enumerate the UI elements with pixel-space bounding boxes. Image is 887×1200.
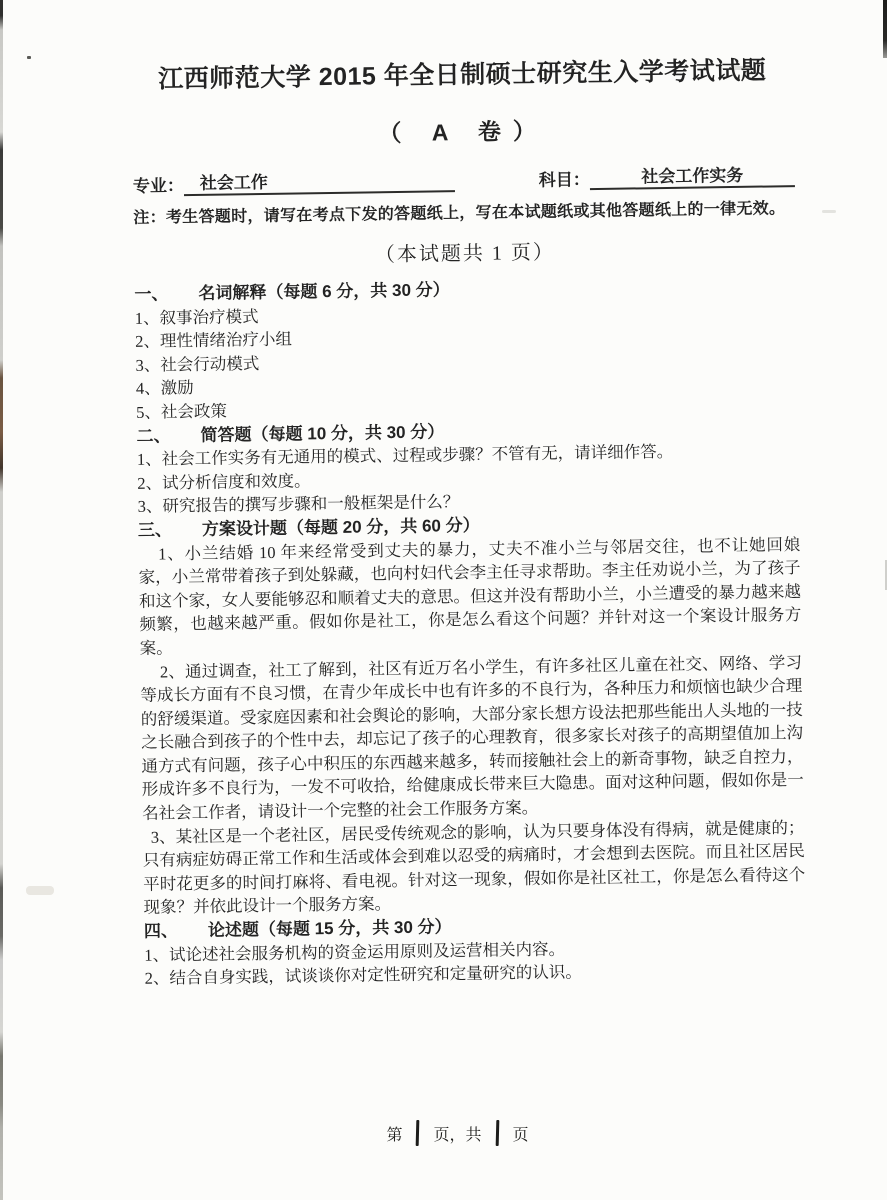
section-number: 二、	[136, 425, 171, 446]
question-item: 1、叙事治疗模式	[134, 306, 259, 328]
question-paragraph: 1、小兰结婚 10 年来经常受到丈夫的暴力，丈夫不准小兰与邻居交往，也不让她回娘家，小兰常带着孩子到处躲藏，也向村妇代会李主任寻求帮助。李主任劝说小兰，为了孩子和这个家，女人要能够忍和顺着丈夫的意思。但这并没有帮助小兰，小兰遭受的暴力越来越频繁，也越来越严重。假如你是社工，你是怎么看这个问题？并针对这一个案设计服务方案。	[138, 534, 802, 658]
section-short-answer	[136, 415, 799, 519]
scan-speck	[27, 56, 31, 59]
question-item: 3、社会行动模式	[135, 353, 260, 375]
section-program-design	[138, 509, 806, 920]
question-item: 1、试论述社会服务机构的资金运用原则及运营相关内容。	[144, 939, 566, 965]
question-item: 3、研究报告的撰写步骤和一般框架是什么？	[137, 492, 460, 517]
subject-field	[539, 162, 795, 191]
paper-version-label: （ A 卷）	[378, 117, 549, 147]
question-item: 5、社会政策	[136, 401, 228, 422]
page-title: 江西师范大学 2015 年全日制硕士研究生入学考试试题	[158, 56, 767, 94]
footer-middle: 页，共	[433, 1126, 482, 1144]
subject-label: 科目：	[538, 170, 590, 190]
subject-value: 社会工作实务	[590, 165, 795, 190]
section-number: 三、	[137, 520, 173, 540]
exam-instruction-note: 注：考生答题时，请写在考点下发的答题纸上，写在本试题纸或其他答题纸上的一律无效。	[133, 200, 786, 227]
question-sections	[134, 273, 806, 991]
major-label: 专业：	[132, 176, 185, 196]
scan-artifact-left-edge	[0, 0, 3, 1200]
question-item: 2、结合自身实践，试谈谈你对定性研究和定量研究的认识。	[144, 962, 582, 989]
page-footer	[14, 1120, 887, 1146]
section-title: 论述题（每题 15 分，共 30 分）	[207, 917, 452, 940]
question-paragraph: 3、某社区是一个老社区，居民受传统观念的影响，认为只要身体没有得病，就是健康的；只有病症妨碍正常工作和生活或体会到难以忍受的病痛时，才会想到去医院。而且社区居民平时花更多的时间打麻将、看电视。针对这一现象，假如你是社区社工，你是怎么看待这个现象？并依此设计一个服务方案。	[142, 817, 806, 918]
section-title: 简答题（每题 10 分，共 30 分）	[200, 421, 445, 445]
major-value: 社会工作	[184, 170, 455, 196]
scan-smudge	[822, 210, 836, 213]
scan-smudge	[26, 886, 54, 895]
major-field	[133, 167, 455, 197]
meta-row	[133, 162, 795, 197]
question-paragraph: 2、通过调查，社工了解到，社区有近万名小学生，有许多社区儿童在社交、网络、学习等成长方面有不良习惯，在青少年成长中也有许多的不良行为，各种压力和烦恼也缺少合理的舒缓渠道。受家庭因素和社会舆论的影响，大部分家长想方设法把那些能出人头地的一技之长融合到孩子的个性中去，却忘记了孩子的心理教育，很多家长对孩子的高期望值加上沟通方式有问题，孩子心中积压的东西越来越多，转而接触社会上的新奇事物，缺乏自控力，形成许多不良行为，一发不可收拾，给健康成长带来巨大隐患。面对这种问题，假如你是一名社会工作者，请设计一个完整的社会工作服务方案。	[140, 652, 804, 823]
scan-artifact-right-edge	[883, 0, 887, 58]
section-title: 名词解释（每题 6 分，共 30 分）	[198, 280, 450, 303]
handwritten-total-pages-mark	[495, 1120, 499, 1146]
question-item: 4、激励	[135, 378, 194, 399]
section-number: 一、	[134, 284, 169, 304]
handwritten-page-number-mark	[416, 1120, 420, 1146]
section-essay	[144, 910, 807, 991]
question-item: 2、理性情绪治疗小组	[135, 329, 293, 352]
section-terms	[134, 273, 798, 424]
question-item: 1、社会工作实务有无通用的模式、过程或步骤？不管有无，请详细作答。	[136, 442, 674, 470]
section-title: 方案设计题（每题 20 分，共 60 分）	[201, 515, 480, 539]
section-number: 四、	[143, 921, 179, 941]
footer-suffix: 页	[512, 1126, 529, 1144]
question-item: 2、试分析信度和效度。	[137, 471, 311, 493]
page-content	[131, 53, 807, 991]
footer-prefix: 第	[386, 1126, 403, 1144]
page-count-note: （本试题共 1 页）	[374, 241, 556, 267]
